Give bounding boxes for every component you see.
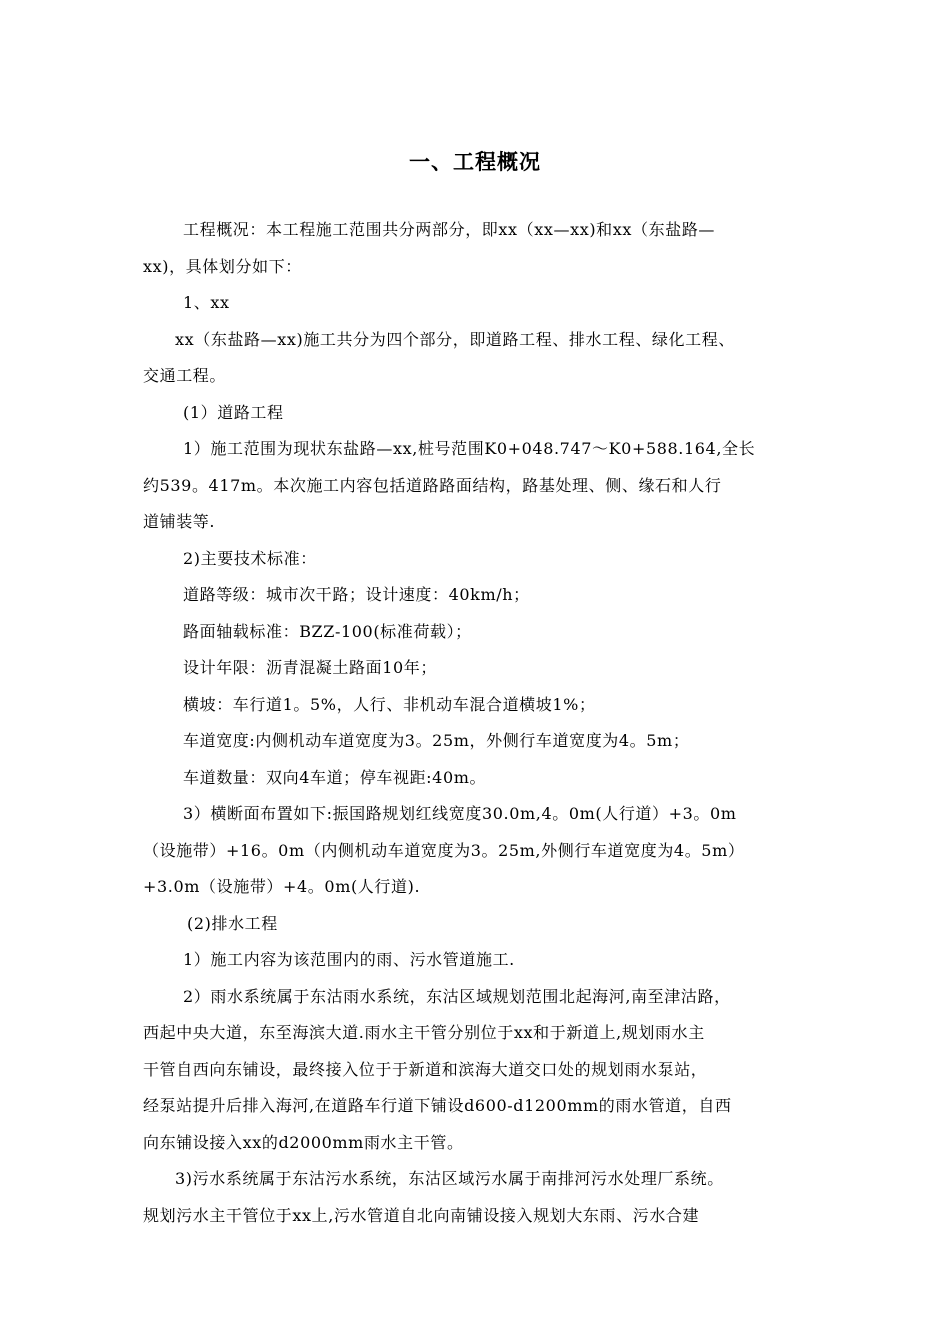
paragraph-line: 工程概况：本工程施工范围共分两部分，即xx（xx—xx)和xx（东盐路— xyxy=(183,220,716,239)
paragraph-line: 2）雨水系统属于东沽雨水系统，东沽区域规划范围北起海河,南至津沽路， xyxy=(183,986,731,1006)
paragraph-line: 约539。417m。本次施工内容包括道路路面结构，路基处理、侧、缘石和人行 xyxy=(143,475,722,495)
section-title: 一、工程概况 xyxy=(409,150,541,174)
paragraph-line: 向东铺设接入xx的d2000mm雨水主干管。 xyxy=(143,1132,464,1152)
paragraph-line: 规划污水主干管位于xx上,污水管道自北向南铺设接入规划大东雨、污水合建 xyxy=(143,1205,700,1225)
paragraph-line: 道铺装等. xyxy=(143,512,216,531)
paragraph-line: 车道数量：双向4车道；停车视距:40m。 xyxy=(183,767,487,787)
paragraph-line: 西起中央大道，东至海滨大道.雨水主干管分别位于xx和于新道上,规划雨水主 xyxy=(143,1023,705,1042)
paragraph-line: 经泵站提升后排入海河,在道路车行道下铺设d600-d1200mm的雨水管道，自西 xyxy=(143,1096,732,1115)
paragraph-line: 车道宽度:内侧机动车道宽度为3。25m，外侧行车道宽度为4。5m； xyxy=(183,731,690,750)
paragraph-line: (1）道路工程 xyxy=(183,402,284,422)
paragraph-line: （设施带）+16。0m（内侧机动车道宽度为3。25m,外侧行车道宽度为4。5m） xyxy=(143,840,745,860)
paragraph-line: 设计年限：沥青混凝土路面10年； xyxy=(183,658,437,677)
paragraph-line: 路面轴载标准：BZZ-100(标准荷载）； xyxy=(183,621,472,641)
paragraph-line: 横坡：车行道1。5%，人行、非机动车混合道横坡1%； xyxy=(183,694,596,714)
paragraph-line: 干管自西向东铺设，最终接入位于于新道和滨海大道交口处的规划雨水泵站， xyxy=(143,1059,708,1079)
paragraph-line: 3）横断面布置如下:振国路规划红线宽度30.0m,4。0m(人行道）+3。0m xyxy=(183,804,737,823)
paragraph-line: 2)主要技术标准： xyxy=(183,548,317,568)
paragraph-line: 1）施工内容为该范围内的雨、污水管道施工. xyxy=(183,950,515,969)
paragraph-line: 1）施工范围为现状东盐路—xx,桩号范围K0+048.747～K0+588.164,全长 xyxy=(183,439,756,458)
paragraph-line: (2)排水工程 xyxy=(187,913,278,933)
paragraph-line: xx)，具体划分如下： xyxy=(143,256,302,276)
paragraph-line: xx（东盐路—xx)施工共分为四个部分，即道路工程、排水工程、绿化工程、 xyxy=(175,329,735,349)
document-body xyxy=(143,212,811,1234)
paragraph-line: 道路等级：城市次干路；设计速度：40km/h； xyxy=(183,585,530,604)
paragraph-line: 交通工程。 xyxy=(143,366,227,385)
paragraph-line: 1、xx xyxy=(183,293,230,312)
paragraph-line: 3)污水系统属于东沽污水系统，东沽区域污水属于南排河污水处理厂系统。 xyxy=(175,1169,724,1188)
paragraph-line: +3.0m（设施带）+4。0m(人行道). xyxy=(143,877,421,896)
